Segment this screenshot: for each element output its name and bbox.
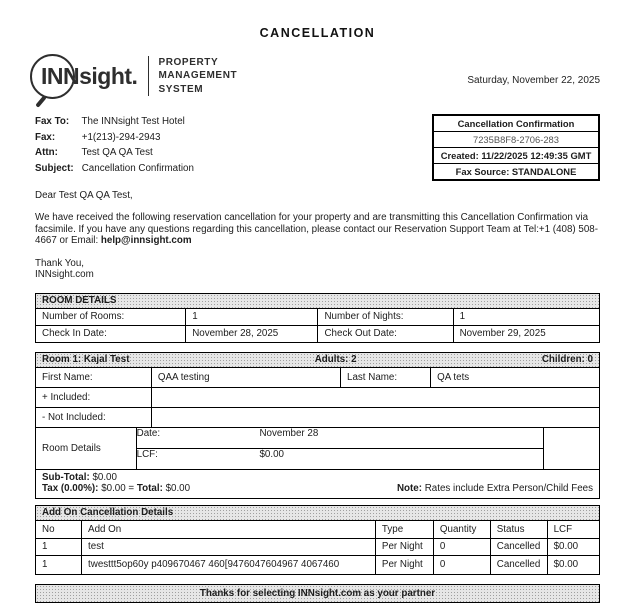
letter-body	[35, 212, 600, 247]
addon-no: 1	[42, 559, 48, 571]
not-included-value	[151, 408, 599, 427]
addon-no: 1	[42, 541, 48, 553]
tagline-line: MANAGEMENT	[158, 70, 238, 82]
date-value: November 28	[259, 427, 319, 439]
included-label: + Included:	[42, 391, 91, 403]
addon-header-label: Add On Cancellation Details	[42, 506, 174, 518]
rooms-count-value: 1	[185, 309, 317, 325]
totals-row	[36, 469, 599, 498]
check-in-label: Check In Date:	[42, 328, 107, 340]
included-row	[36, 387, 599, 407]
not-included-row	[36, 407, 599, 427]
letter-body-text: We have received the following reservation cancellation for your property and are transmitting this Cancellation Confirmation via facsimile. If you have any questions regarding this cancellation, please contact our Reservation Support Team at Tel:+1 (408) 508-4667 or Email:	[35, 212, 599, 247]
check-in-value: November 28, 2025	[185, 326, 317, 342]
tax-value: $0.00 =	[101, 483, 135, 495]
addon-quantity: 0	[433, 556, 490, 574]
room1-title: Room 1: Kajal Test	[42, 353, 130, 365]
col-quantity: Quantity	[433, 521, 490, 538]
fax-to-value: The INNsight Test Hotel	[81, 116, 185, 127]
addon-cancellation-table	[35, 505, 600, 575]
col-status: Status	[490, 521, 547, 538]
closing-line: Thank You,	[35, 257, 85, 269]
col-addon: Add On	[81, 521, 375, 538]
rates-note	[397, 483, 593, 495]
subtotal-label: Sub-Total:	[42, 471, 90, 483]
addon-lcf: $0.00	[547, 539, 599, 555]
page-title: CANCELLATION	[259, 26, 376, 40]
fax-number-line	[35, 130, 194, 146]
room-details-header-label: ROOM DETAILS	[42, 294, 117, 306]
addon-row	[36, 538, 599, 555]
empty-cell	[543, 428, 599, 469]
support-email: help@innsight.com	[100, 235, 192, 247]
addon-type: Per Night	[375, 539, 433, 555]
room1-adults: Adults: 2	[314, 353, 357, 365]
addon-row	[36, 555, 599, 574]
cancellation-confirmation-box	[432, 114, 600, 181]
document-date: Saturday, November 22, 2025	[467, 74, 600, 86]
tagline-line: SYSTEM	[158, 83, 204, 95]
subject-line	[35, 161, 194, 177]
room1-children: Children: 0	[541, 353, 593, 365]
table-row	[36, 325, 599, 342]
fax-to-line	[35, 114, 194, 130]
addon-column-header-row	[36, 520, 599, 538]
fax-document	[0, 26, 635, 603]
fax-recipient-block	[35, 114, 194, 181]
innsight-logo	[35, 56, 237, 97]
fax-number-value: +1(213)-294-2943	[81, 131, 161, 143]
addon-status: Cancelled	[490, 539, 547, 555]
not-included-label: - Not Included:	[42, 411, 106, 423]
room-details-subtable	[36, 427, 599, 469]
confirmation-number: 7235B8F8-2706-283	[434, 131, 598, 147]
lcf-row	[137, 448, 544, 469]
col-lcf: LCF	[547, 521, 599, 538]
first-name-label: First Name:	[42, 371, 93, 383]
signature-line: INNsight.com	[35, 269, 94, 281]
col-no: No	[42, 523, 55, 535]
last-name-label: Last Name:	[340, 368, 430, 387]
addon-quantity: 0	[433, 539, 490, 555]
col-type: Type	[375, 521, 433, 538]
addon-header-bar	[36, 506, 599, 520]
footer-banner: Thanks for selecting INNsight.com as your partner	[35, 584, 600, 603]
guest-name-row	[36, 367, 599, 387]
letter-closing	[35, 258, 600, 281]
room-details-table	[35, 293, 600, 343]
date-label: Date:	[136, 427, 161, 439]
check-out-label: Check Out Date:	[317, 326, 452, 342]
attn-label: Attn:	[35, 147, 58, 158]
lcf-label: LCF:	[136, 448, 158, 460]
document-header	[35, 50, 600, 102]
fax-info-section	[35, 114, 600, 181]
subject-label: Subject:	[35, 162, 74, 174]
subject-value: Cancellation Confirmation	[81, 162, 194, 174]
note-label: Note:	[396, 482, 422, 494]
nights-count-label: Number of Nights:	[317, 309, 452, 325]
date-row	[137, 428, 544, 448]
confirmation-box-title: Cancellation Confirmation	[457, 118, 575, 129]
logo-tagline	[148, 56, 237, 97]
addon-name: test	[81, 539, 375, 555]
attn-value: Test QA QA Test	[81, 147, 153, 158]
room-details-span-label: Room Details	[42, 442, 101, 454]
last-name-value: QA tets	[430, 368, 599, 387]
check-out-value: November 29, 2025	[453, 326, 599, 342]
room-details-header-bar	[36, 294, 599, 308]
nights-count-value: 1	[453, 309, 599, 325]
totals-left	[42, 472, 190, 495]
fax-to-label: Fax To:	[35, 116, 70, 127]
confirmation-created: Created: 11/22/2025 12:49:35 GMT	[434, 147, 598, 163]
rooms-count-label: Number of Rooms:	[42, 311, 125, 323]
fax-source: Fax Source: STANDALONE	[434, 163, 598, 179]
total-label: Total:	[136, 483, 163, 495]
addon-type: Per Night	[375, 556, 433, 574]
addon-name: twesttt5op60y p409670467 460[9476047604967 4067460	[81, 556, 375, 574]
included-value	[151, 388, 599, 407]
addon-status: Cancelled	[490, 556, 547, 574]
first-name-value: QAA testing	[151, 368, 340, 387]
magnifier-logo-icon: INNsight.	[35, 61, 137, 91]
subtotal-value: $0.00	[92, 471, 117, 483]
tax-label: Tax (0.00%):	[42, 483, 99, 495]
lcf-value: $0.00	[259, 448, 284, 460]
room1-header-bar	[36, 353, 599, 367]
room1-table	[35, 352, 600, 499]
attn-line	[35, 145, 194, 161]
salutation: Dear Test QA QA Test,	[35, 190, 133, 201]
tagline-line: PROPERTY	[158, 56, 219, 68]
fax-number-label: Fax:	[35, 131, 56, 143]
table-row	[36, 308, 599, 325]
note-text: Rates include Extra Person/Child Fees	[424, 482, 593, 494]
addon-lcf: $0.00	[547, 556, 599, 574]
total-value: $0.00	[165, 483, 191, 495]
